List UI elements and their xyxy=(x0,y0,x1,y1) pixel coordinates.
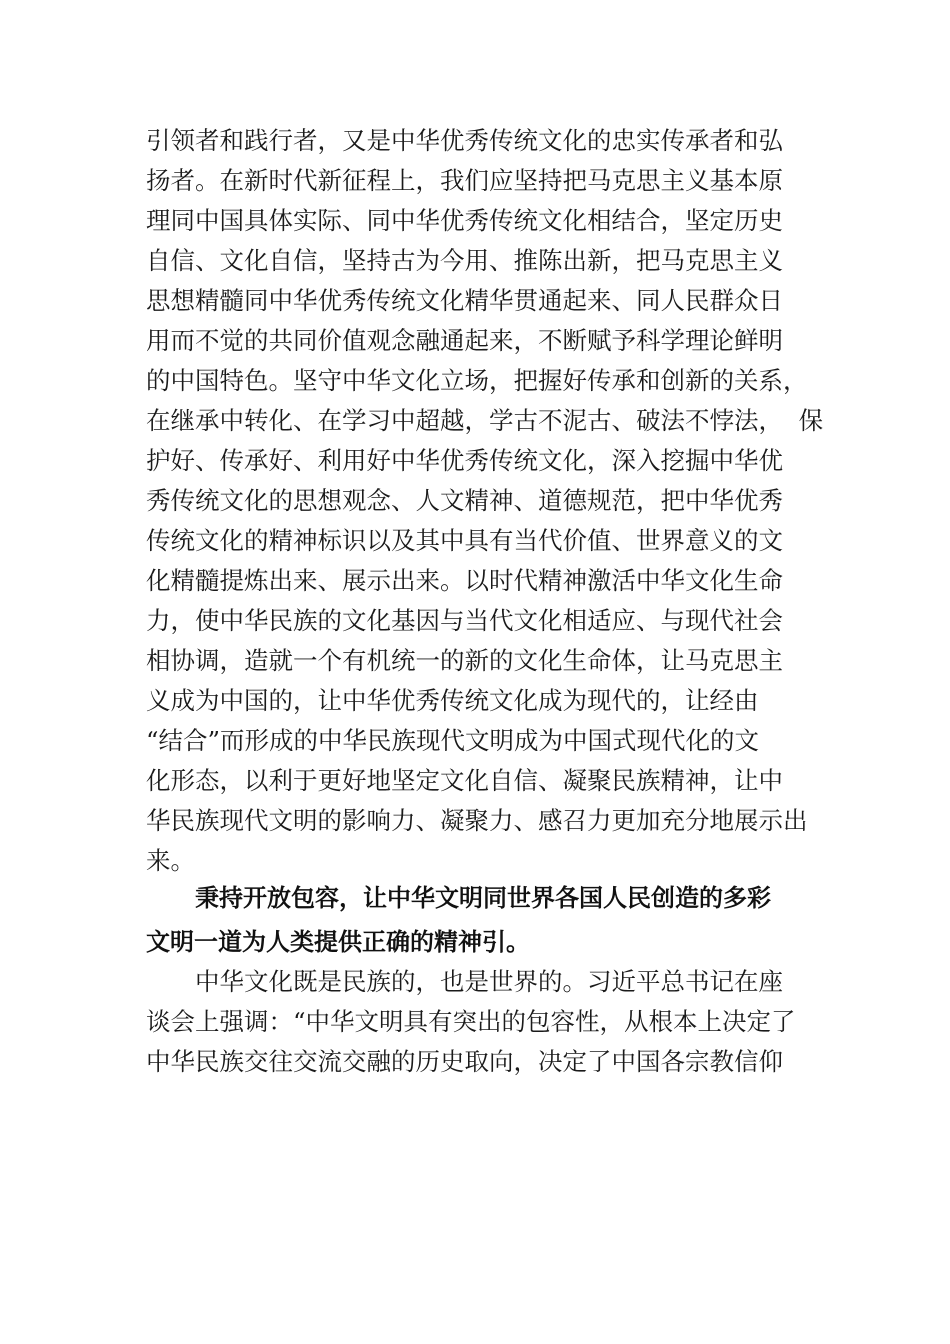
paragraph-2 xyxy=(146,962,826,1082)
paragraph-line: 力，使中华民族的文化基因与当代文化相适应、与现代社会 xyxy=(146,606,783,635)
paragraph-line: 思想精髓同中华优秀传统文化精华贯通起来、同人民群众日 xyxy=(146,286,783,315)
paragraph-line: 自信、文化自信，坚持古为今用、推陈出新，把马克思主义 xyxy=(146,246,783,275)
section-heading xyxy=(146,876,826,964)
paragraph-line: 谈会上强调：“中华文明具有突出的包容性，从根本上决定了 xyxy=(146,1007,796,1036)
heading-line: 文明一道为人类提供正确的精神引。 xyxy=(146,928,530,956)
paragraph-line: 化精髓提炼出来、展示出来。以时代精神激活中华文化生命 xyxy=(146,566,783,595)
paragraph-line: 义成为中国的，让中华优秀传统文化成为现代的，让经由 xyxy=(146,686,759,715)
paragraph-line: 相协调，造就一个有机统一的新的文化生命体，让马克思主 xyxy=(146,646,783,675)
heading-line: 秉持开放包容，让中华文明同世界各国人民创造的多彩 xyxy=(195,884,771,912)
paragraph-1 xyxy=(146,121,826,881)
paragraph-line: “结合”而形成的中华民族现代文明成为中国式现代化的文 xyxy=(146,726,760,755)
paragraph-line: 传统文化的精神标识以及其中具有当代价值、世界意义的文 xyxy=(146,526,783,555)
paragraph-line: 来。 xyxy=(146,846,195,875)
paragraph-line: 中华文化既是民族的，也是世界的。习近平总书记在座 xyxy=(195,967,783,996)
paragraph-line: 用而不觉的共同价值观念融通起来，不断赋予科学理论鲜明 xyxy=(146,326,783,355)
paragraph-line: 华民族现代文明的影响力、凝聚力、感召力更加充分地展示出 xyxy=(146,806,808,835)
paragraph-line: 中华民族交往交流交融的历史取向，决定了中国各宗教信仰 xyxy=(146,1047,783,1076)
paragraph-line: 扬者。在新时代新征程上，我们应坚持把马克思主义基本原 xyxy=(146,166,783,195)
paragraph-line: 秀传统文化的思想观念、人文精神、道德规范，把中华优秀 xyxy=(146,486,783,515)
paragraph-line: 理同中国具体实际、同中华优秀传统文化相结合，坚定历史 xyxy=(146,206,783,235)
paragraph-line: 在继承中转化、在学习中超越，学古不泥古、破法不悖法， 保 xyxy=(146,406,824,435)
paragraph-line: 引领者和践行者，又是中华优秀传统文化的忠实传承者和弘 xyxy=(146,126,783,155)
paragraph-line: 的中国特色。坚守中华文化立场，把握好传承和创新的关系， xyxy=(146,366,808,395)
paragraph-line: 化形态，以利于更好地坚定文化自信、凝聚民族精神，让中 xyxy=(146,766,783,795)
paragraph-line: 护好、传承好、利用好中华优秀传统文化，深入挖掘中华优 xyxy=(146,446,783,475)
